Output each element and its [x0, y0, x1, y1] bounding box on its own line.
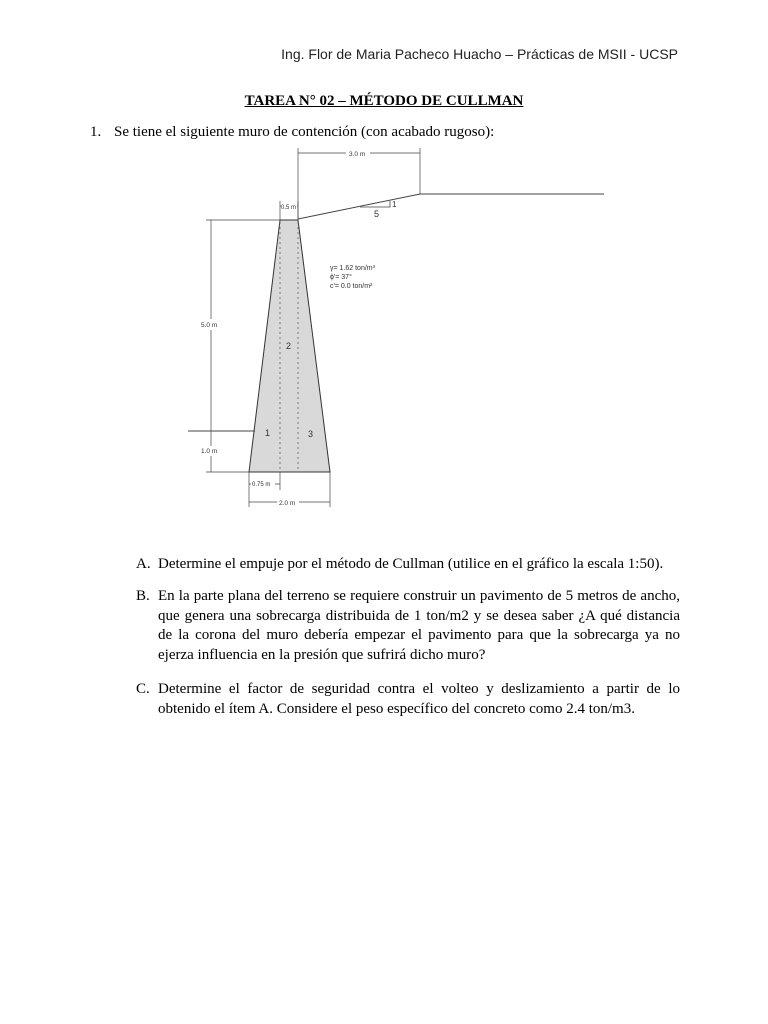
dim-toe-label: 0.75 m [252, 482, 271, 488]
slope-run-label: 5 [374, 209, 380, 219]
item-a-letter: A. [136, 556, 151, 572]
page-title: TAREA N° 02 – MÉTODO DE CULLMAN [244, 93, 524, 109]
item-b [136, 587, 680, 665]
dim-top-width-label: 3.0 m [349, 151, 366, 158]
dim-crest-label: 0.5 m [281, 205, 297, 211]
item-c-text: Determine el factor de seguridad contra el volteo y deslizamiento a partir de lo obtenido el ítem A. Considere el peso específico del concreto como 2.4 ton/m3. [158, 681, 680, 717]
item-b-letter: B. [136, 588, 150, 604]
item-c [136, 680, 680, 719]
page-header: Ing. Flor de Maria Pacheco Huacho – Prácticas de MSII - UCSP [281, 46, 678, 62]
zone-label-3: 3 [308, 429, 314, 439]
item-a [136, 555, 680, 575]
slope-indicator [360, 201, 390, 207]
zone-label-1: 1 [265, 428, 271, 438]
item-b-text: En la parte plana del terreno se requiere construir un pavimento de 5 metros de ancho, que genera una sobrecarga distribuida de 1 ton/m2 y se desea saber ¿A qué distancia de la corona del muro debería empezar el pavimento para que la sobrecarga ya no ejerza influencia en la presión que sufrirá dicho muro? [158, 588, 680, 663]
dim-embed-label: 1.0 m [201, 448, 218, 455]
zone-label-2: 2 [286, 341, 292, 351]
slope-rise-label: 1 [392, 200, 397, 209]
item-c-letter: C. [136, 681, 150, 697]
backfill-slope [298, 194, 420, 219]
dim-height-label: 5.0 m [201, 322, 218, 329]
soil-gamma: γ= 1.62 ton/m³ [330, 265, 375, 272]
question-text: Se tiene el siguiente muro de contención (con acabado rugoso): [114, 124, 495, 140]
question-number: 1. [90, 124, 102, 140]
soil-phi: ϕ'= 37° [330, 274, 352, 281]
dim-base-label: 2.0 m [279, 500, 296, 507]
item-a-text: Determine el empuje por el método de Cullman (utilice en el gráfico la escala 1:50). [158, 556, 664, 572]
soil-cohesion: c'= 0.0 ton/m² [330, 283, 373, 290]
